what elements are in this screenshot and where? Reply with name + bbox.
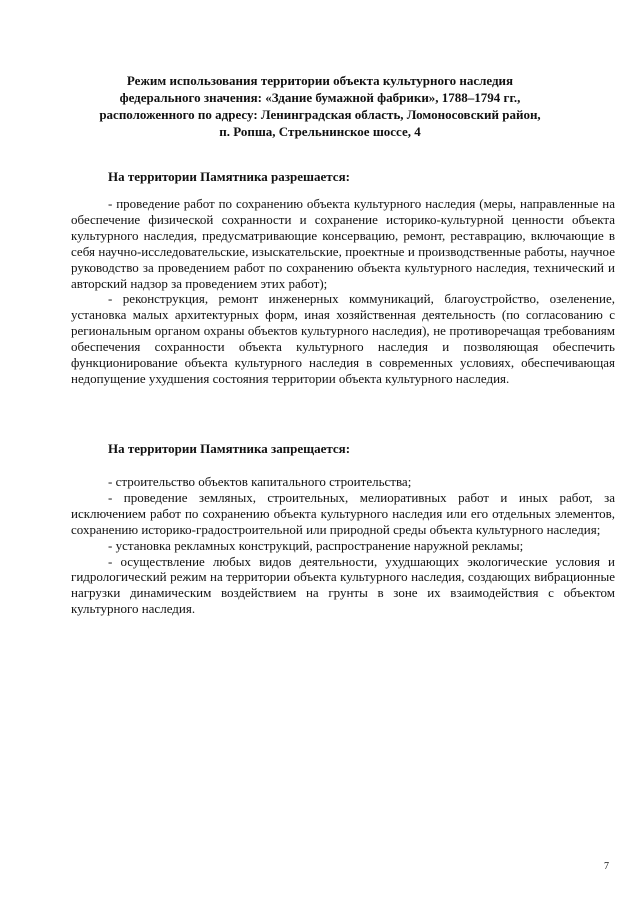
forbidden-item: - проведение земляных, строительных, мелиоративных работ и иных работ, за исключением работ по сохранению объекта культурного наследия или его отдельных элементов, сохранению историко-градостроительной или природной среды объекта культурного наследия; (71, 489, 615, 537)
allowed-section (71, 196, 615, 387)
document-title (88, 72, 552, 140)
allowed-item: - реконструкция, ремонт инженерных коммуникаций, благоустройство, озеленение, установка малых архитектурных форм, иная хозяйственная деятельность (по согласованию с региональным органом охраны объектов культурного наследия), не противоречащая требованиям обеспечения сохранности объекта культурного наследия и позволяющая обеспечить функционирование объекта культурного наследия в современных условиях, обеспечивающая недопущение ухудшения состояния территории объекта культурного наследия. (71, 291, 615, 386)
title-line: федерального значения: «Здание бумажной фабрики», 1788–1794 гг., (119, 90, 521, 105)
forbidden-item: - установка рекламных конструкций, распространение наружной рекламы; (108, 537, 524, 553)
title-line: п. Ропша, Стрельнинское шоссе, 4 (219, 124, 421, 139)
allowed-heading: На территории Памятника разрешается: (108, 169, 350, 184)
title-line: Режим использования территории объекта культурного наследия (126, 73, 514, 88)
forbidden-section (71, 474, 615, 617)
forbidden-heading: На территории Памятника запрещается: (108, 441, 351, 456)
page-number: 7 (604, 861, 609, 872)
forbidden-item: - строительство объектов капитального строительства; (108, 474, 412, 489)
allowed-item: - проведение работ по сохранению объекта культурного наследия (меры, направленные на обеспечение физической сохранности и сохранение историко-культурной ценности объекта культурного наследия, предусматривающие консервацию, ремонт, реставрацию, включающие в себя научно-исследовательские, изыскательские, проектные и производственные работы, научное руководство за проведением работ по сохранению объекта культурного наследия, технический и авторский надзор за проведением этих работ); (71, 196, 615, 291)
forbidden-item: - осуществление любых видов деятельности, ухудшающих экологические условия и гидрологический режим на территории объекта культурного наследия, создающих вибрационные нагрузки динамическим воздействием на грунты в зоне их взаимодействия с объектом культурного наследия. (71, 553, 615, 617)
title-line: расположенного по адресу: Ленинградская область, Ломоносовский район, (99, 107, 541, 122)
